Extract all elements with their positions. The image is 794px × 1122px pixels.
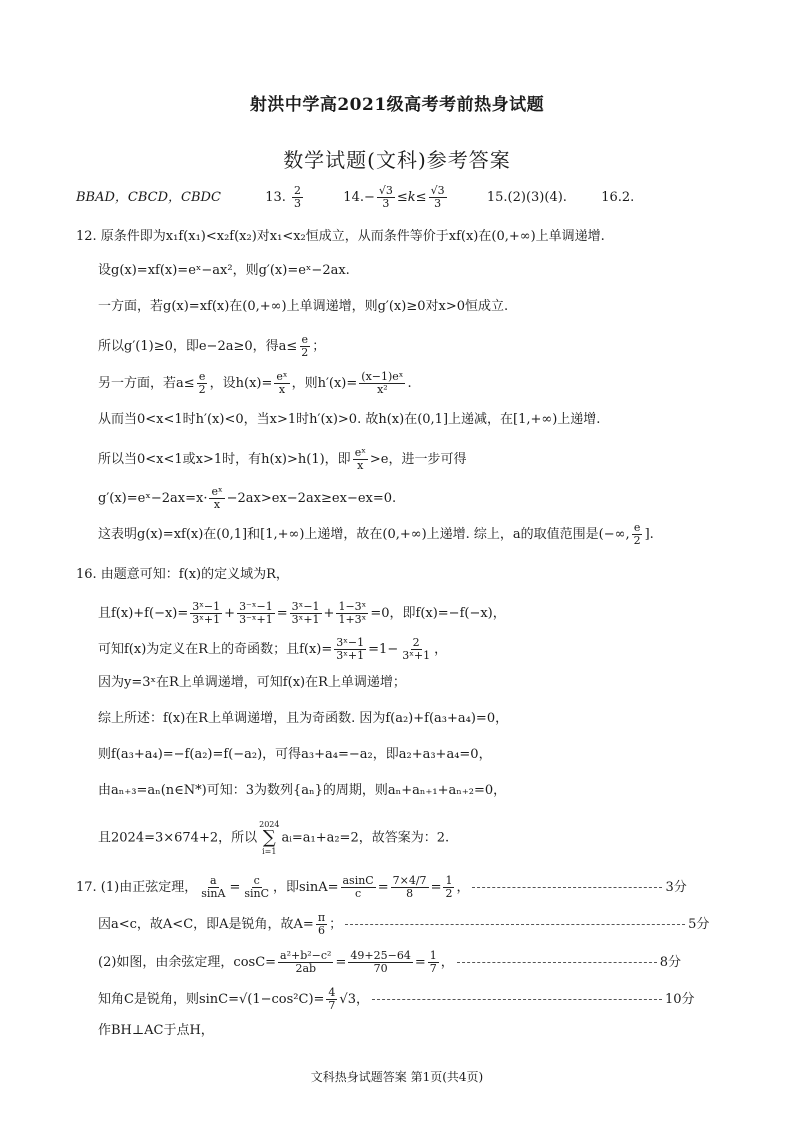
text: 这表明g(x)=xf(x)在(0,1]和[1,+∞)上递增，故在(0,+∞)上递增. 综上，a的取值范围是(−∞, [98, 527, 630, 542]
q14-label: 14. [343, 190, 364, 205]
page-footer: 文科热身试题答案 第1页(共4页) [310, 1070, 484, 1084]
q15-answer: 15.(2)(3)(4). [486, 190, 567, 205]
fraction [632, 522, 643, 547]
dashed-leader [472, 887, 662, 888]
text: = [276, 606, 288, 621]
q16-line-4: 因为y=3ˣ在R上单调递增，可知f(x)在R上单调递增； [98, 675, 406, 690]
frac-den: 3ˣ+1 [192, 613, 221, 626]
text: =0，即f(x)=−f(−x)， [370, 606, 506, 621]
dashed-leader [457, 962, 657, 963]
text: ； [329, 917, 343, 932]
frac-num: √3 [430, 184, 445, 197]
frac-den: 3ˣ+1 [402, 649, 431, 662]
frac-den: sinA [201, 887, 226, 900]
text: ]. [644, 527, 654, 542]
sigma: ∑ [262, 827, 276, 848]
frac-den: 2ab [295, 962, 317, 975]
text: aᵢ=a₁+a₂=2，故答案为：2. [281, 830, 450, 846]
q12-line-3: 一方面，若g(x)=xf(x)在(0,+∞)上单调递增，则g′(x)≥0对x>0恒成立. [98, 299, 509, 314]
frac-num: e [198, 370, 206, 383]
score-label: 3分 [665, 880, 687, 895]
q16-line-8 [98, 820, 449, 856]
fraction [278, 950, 333, 975]
frac-den: 6 [317, 924, 325, 937]
frac-den: x [278, 383, 286, 396]
text: = [377, 880, 389, 895]
fraction [353, 447, 368, 472]
q16-line-6: 则f(a₃+a₄)=−f(a₂)=f(−a₂)，可得a₃+a₄=−a₂，即a₂+a₃+a₄=0， [98, 747, 492, 762]
text: 且2024=3×674+2，所以 [98, 830, 258, 846]
score-label: 10分 [664, 992, 695, 1007]
frac-num: 3ˣ−1 [336, 636, 365, 649]
frac-den: x [357, 459, 364, 472]
q14-fraction-right [429, 185, 447, 210]
q14-minus: − [363, 190, 375, 205]
frac-den: sinC [244, 887, 270, 900]
q12-line-8 [98, 486, 396, 511]
fraction [359, 371, 405, 396]
frac-den: 70 [373, 962, 388, 975]
frac-den: 2 [445, 887, 453, 900]
sum-lower: i=1 [262, 847, 277, 856]
text: >e，进一步可得 [369, 452, 467, 467]
frac-num: a [210, 874, 217, 887]
q12-line-7 [98, 447, 466, 472]
q13-label: 13. [265, 190, 286, 205]
q17-line-5: 作BH⊥AC于点H， [98, 1023, 214, 1038]
q14-fraction-left [377, 185, 395, 210]
q16-line-2 [98, 601, 506, 626]
fraction [316, 912, 327, 937]
fraction [391, 875, 429, 900]
frac-den: c [355, 887, 362, 900]
text: ， [434, 642, 448, 657]
frac-num: 3⁻ˣ−1 [239, 600, 273, 613]
frac-num: 3ˣ−1 [192, 600, 221, 613]
frac-num: 7×4/7 [392, 874, 427, 887]
frac-num: √3 [378, 184, 393, 197]
fraction [326, 987, 337, 1012]
q17-line-4 [98, 987, 695, 1012]
frac-den: 3⁻ˣ+1 [239, 613, 273, 626]
fraction [341, 875, 376, 900]
frac-num: 1 [429, 949, 437, 962]
text: + [224, 606, 236, 621]
fraction [242, 875, 271, 900]
q16-line-5: 综上所述：f(x)在R上单调递增，且为奇函数. 因为f(a₂)+f(a₃+a₄)=0， [98, 711, 509, 726]
frac-den: 2 [301, 346, 309, 359]
q17-line-3 [98, 950, 681, 975]
dashed-leader [372, 999, 662, 1000]
frac-num: (x−1)eˣ [361, 370, 404, 383]
frac-den: x² [377, 383, 388, 396]
frac-den: 1+3ˣ [338, 613, 367, 626]
frac-den: 3 [294, 197, 302, 210]
frac-num: a²+b²−c² [280, 949, 332, 962]
text: 知角C是锐角，则sinC=√(1−cos²C)= [98, 992, 325, 1007]
frac-den: 3ˣ+1 [291, 613, 320, 626]
frac-den: x [213, 498, 221, 511]
frac-num: 3ˣ−1 [291, 600, 320, 613]
text: ， [456, 880, 470, 895]
frac-num: eˣ [276, 370, 288, 383]
frac-den: 8 [406, 887, 414, 900]
fraction [334, 637, 366, 662]
text: 另一方面，若a≤ [98, 376, 195, 391]
frac-num: 49+25−64 [350, 949, 411, 962]
summation-symbol [259, 820, 279, 856]
text: √3， [339, 992, 369, 1007]
fraction [197, 371, 208, 396]
text: 17. (1)由正弦定理， [76, 880, 198, 895]
frac-num: eˣ [211, 485, 223, 498]
fraction [443, 875, 454, 900]
score-label: 5分 [688, 917, 710, 932]
text: = [335, 955, 347, 970]
text: . [407, 376, 412, 391]
text: 可知f(x)为定义在R上的奇函数；且f(x)= [98, 642, 333, 657]
q16-line-1: 16. 由题意可知：f(x)的定义域为R， [76, 567, 289, 582]
score-label: 8分 [659, 955, 682, 970]
q12-line-2: 设g(x)=xf(x)=eˣ−ax²，则g′(x)=eˣ−2ax. [98, 263, 350, 278]
answer-summary [76, 185, 634, 210]
text: = [229, 880, 241, 895]
frac-den: 7 [429, 962, 437, 975]
frac-den: 7 [328, 999, 336, 1012]
q13-fraction [292, 185, 303, 210]
q17-line-1 [76, 875, 716, 900]
fraction [190, 601, 222, 626]
frac-num: asinC [342, 874, 374, 887]
dashed-leader [345, 924, 685, 925]
frac-den: 3 [382, 197, 390, 210]
q16-line-7: 由aₙ₊₃=aₙ(n∈N*)可知：3为数列{aₙ}的周期，则aₙ+aₙ₊₁+aₙ₊₂=0， [98, 783, 507, 798]
text: ， [440, 955, 454, 970]
text: = [414, 955, 426, 970]
frac-num: π [317, 911, 326, 924]
text: + [323, 606, 335, 621]
fraction [274, 371, 289, 396]
frac-num: 2 [412, 636, 420, 649]
frac-num: e [301, 333, 309, 346]
exam-title: 射洪中学高2021级高考考前热身试题 [249, 95, 545, 115]
text: ，即sinA= [273, 880, 339, 895]
frac-num: 2 [294, 184, 302, 197]
frac-num: 4 [328, 986, 336, 999]
text: 所以当0<x<1或x>1时，有h(x)>h(1)，即 [98, 452, 351, 467]
fraction [428, 950, 439, 975]
text: ； [312, 339, 326, 354]
text: 且f(x)+f(−x)= [98, 606, 189, 621]
fraction [336, 601, 368, 626]
text: g′(x)=eˣ−2ax=x· [98, 491, 208, 506]
text: −2ax>ex−2ax≥ex−ex=0. [226, 491, 397, 506]
frac-num: eˣ [354, 446, 366, 459]
fraction [209, 486, 224, 511]
text: 所以g′(1)≥0，即e−2a≥0，得a≤ [98, 339, 298, 354]
q12-line-4 [98, 334, 325, 359]
text: 因a<c，故A<C，即A是锐角，故A= [98, 917, 314, 932]
q12-line-1: 12. 原条件即为x₁f(x₁)<x₂f(x₂)对x₁<x₂恒成立，从而条件等价于xf(x)在(0,+∞)上单调递增. [76, 229, 605, 244]
q16-line-3 [98, 637, 447, 662]
fraction [299, 334, 310, 359]
frac-num: 1 [445, 874, 453, 887]
text: =1− [368, 642, 399, 657]
frac-den: 2 [633, 534, 641, 547]
frac-num: e [633, 521, 641, 534]
frac-den: 3 [434, 197, 442, 210]
fraction [290, 601, 322, 626]
q12-line-9 [98, 522, 654, 547]
q17-line-2 [98, 912, 709, 937]
sum-upper: 2024 [259, 820, 280, 829]
fraction [400, 637, 432, 662]
text: = [430, 880, 442, 895]
text: (2)如图，由余弦定理，cosC= [98, 955, 277, 970]
q12-line-5 [98, 371, 412, 396]
frac-den: 2 [198, 383, 206, 396]
fraction [237, 601, 275, 626]
text: ，则h′(x)= [291, 376, 358, 391]
text: ，设h(x)= [209, 376, 273, 391]
frac-num: c [253, 874, 260, 887]
q12-line-6: 从而当0<x<1时h′(x)<0，当x>1时h′(x)>0. 故h(x)在(0,1]上递减，在[1,+∞)上递增. [98, 412, 601, 427]
frac-num: 1−3ˣ [338, 600, 367, 613]
choice-answers: BBAD，CBCD，CBDC [76, 190, 221, 205]
frac-den: 3ˣ+1 [336, 649, 365, 662]
answer-key-subtitle: 数学试题(文科)参考答案 [283, 148, 511, 172]
fraction [348, 950, 412, 975]
q16-answer: 16.2. [601, 190, 635, 205]
q14-inequality: ≤k≤ [396, 190, 427, 205]
fraction [199, 875, 227, 900]
